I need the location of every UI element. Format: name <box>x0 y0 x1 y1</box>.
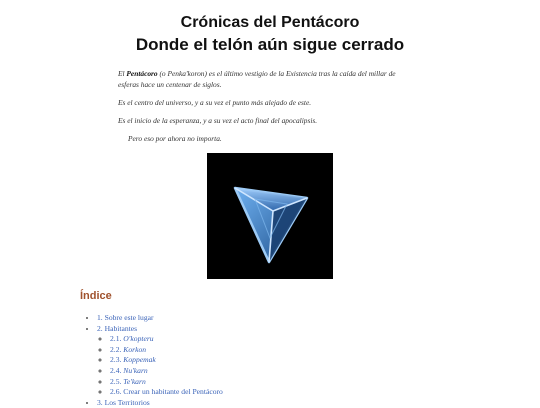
toc-item-2-2 <box>110 345 500 356</box>
toc-link-2-2[interactable] <box>110 345 146 354</box>
toc-number: 2.2. <box>110 344 122 354</box>
toc-item-2 <box>97 324 500 398</box>
toc-item-2-5 <box>110 377 500 388</box>
intro-paragraph-1 <box>118 68 418 90</box>
toc-number: 2. <box>97 323 103 333</box>
toc-item-2-3 <box>110 355 500 366</box>
toc-link-3[interactable] <box>97 398 150 407</box>
intro-paragraph-3: Es el inicio de la esperanza, y a su vez el acto final del apocalipsis. <box>118 116 318 125</box>
toc-label: Sobre este lugar <box>104 313 154 322</box>
intro-paragraph-4: Pero eso por ahora no importa. <box>128 134 222 143</box>
toc-item-2-6 <box>110 387 500 398</box>
toc-number: 2.6. <box>110 387 122 397</box>
crystal-tetrahedron-icon <box>207 153 333 279</box>
pentachoron-image <box>207 153 333 279</box>
toc-item-1 <box>97 313 500 324</box>
toc-number: 2.5. <box>110 376 122 386</box>
toc-label: Te'karn <box>123 376 146 386</box>
toc-link-2-3[interactable] <box>110 355 156 364</box>
pentacoro-term: Pentácoro <box>126 69 158 78</box>
toc-link-1[interactable] <box>97 313 154 322</box>
intro-paragraph-2: Es el centro del universo, y a su vez el punto más alejado de este. <box>118 98 312 107</box>
intro-p1-pre: El <box>118 69 127 78</box>
toc-number: 3. <box>97 397 103 407</box>
intro-text <box>118 68 418 151</box>
toc-label: O'kopteru <box>123 334 154 344</box>
toc-link-2[interactable] <box>97 324 137 333</box>
toc-label: Los Territorios <box>104 397 150 407</box>
toc-label: Nu'karn <box>123 365 148 375</box>
toc-number: 1. <box>97 313 103 322</box>
toc-item-2-1 <box>110 334 500 345</box>
table-of-contents <box>80 313 500 408</box>
toc-item-3 <box>97 398 500 408</box>
toc-label: Habitantes <box>104 323 138 333</box>
intro-p1-rest: (o Penka'koron) es el último vestigio de la Existencia tras la caída del millar de esferas hace un centenar de siglos. <box>118 69 396 89</box>
toc-link-2-1[interactable] <box>110 334 154 343</box>
toc-label: Crear un habitante del Pentácoro <box>123 387 223 397</box>
page-subtitle: Donde el telón aún sigue cerrado <box>135 35 405 54</box>
toc-link-2-6[interactable] <box>110 387 223 396</box>
toc-link-2-4[interactable] <box>110 366 148 375</box>
toc-number: 2.4. <box>110 365 122 375</box>
page-title: Crónicas del Pentácoro <box>180 14 360 31</box>
toc-heading: Índice <box>80 290 112 302</box>
toc-number: 2.3. <box>110 355 122 365</box>
toc-number: 2.1. <box>110 334 122 344</box>
toc-label: Koppemak <box>123 355 156 365</box>
toc-label: Korkon <box>123 344 147 354</box>
toc-item-2-4 <box>110 366 500 377</box>
toc-link-2-5[interactable] <box>110 377 146 386</box>
